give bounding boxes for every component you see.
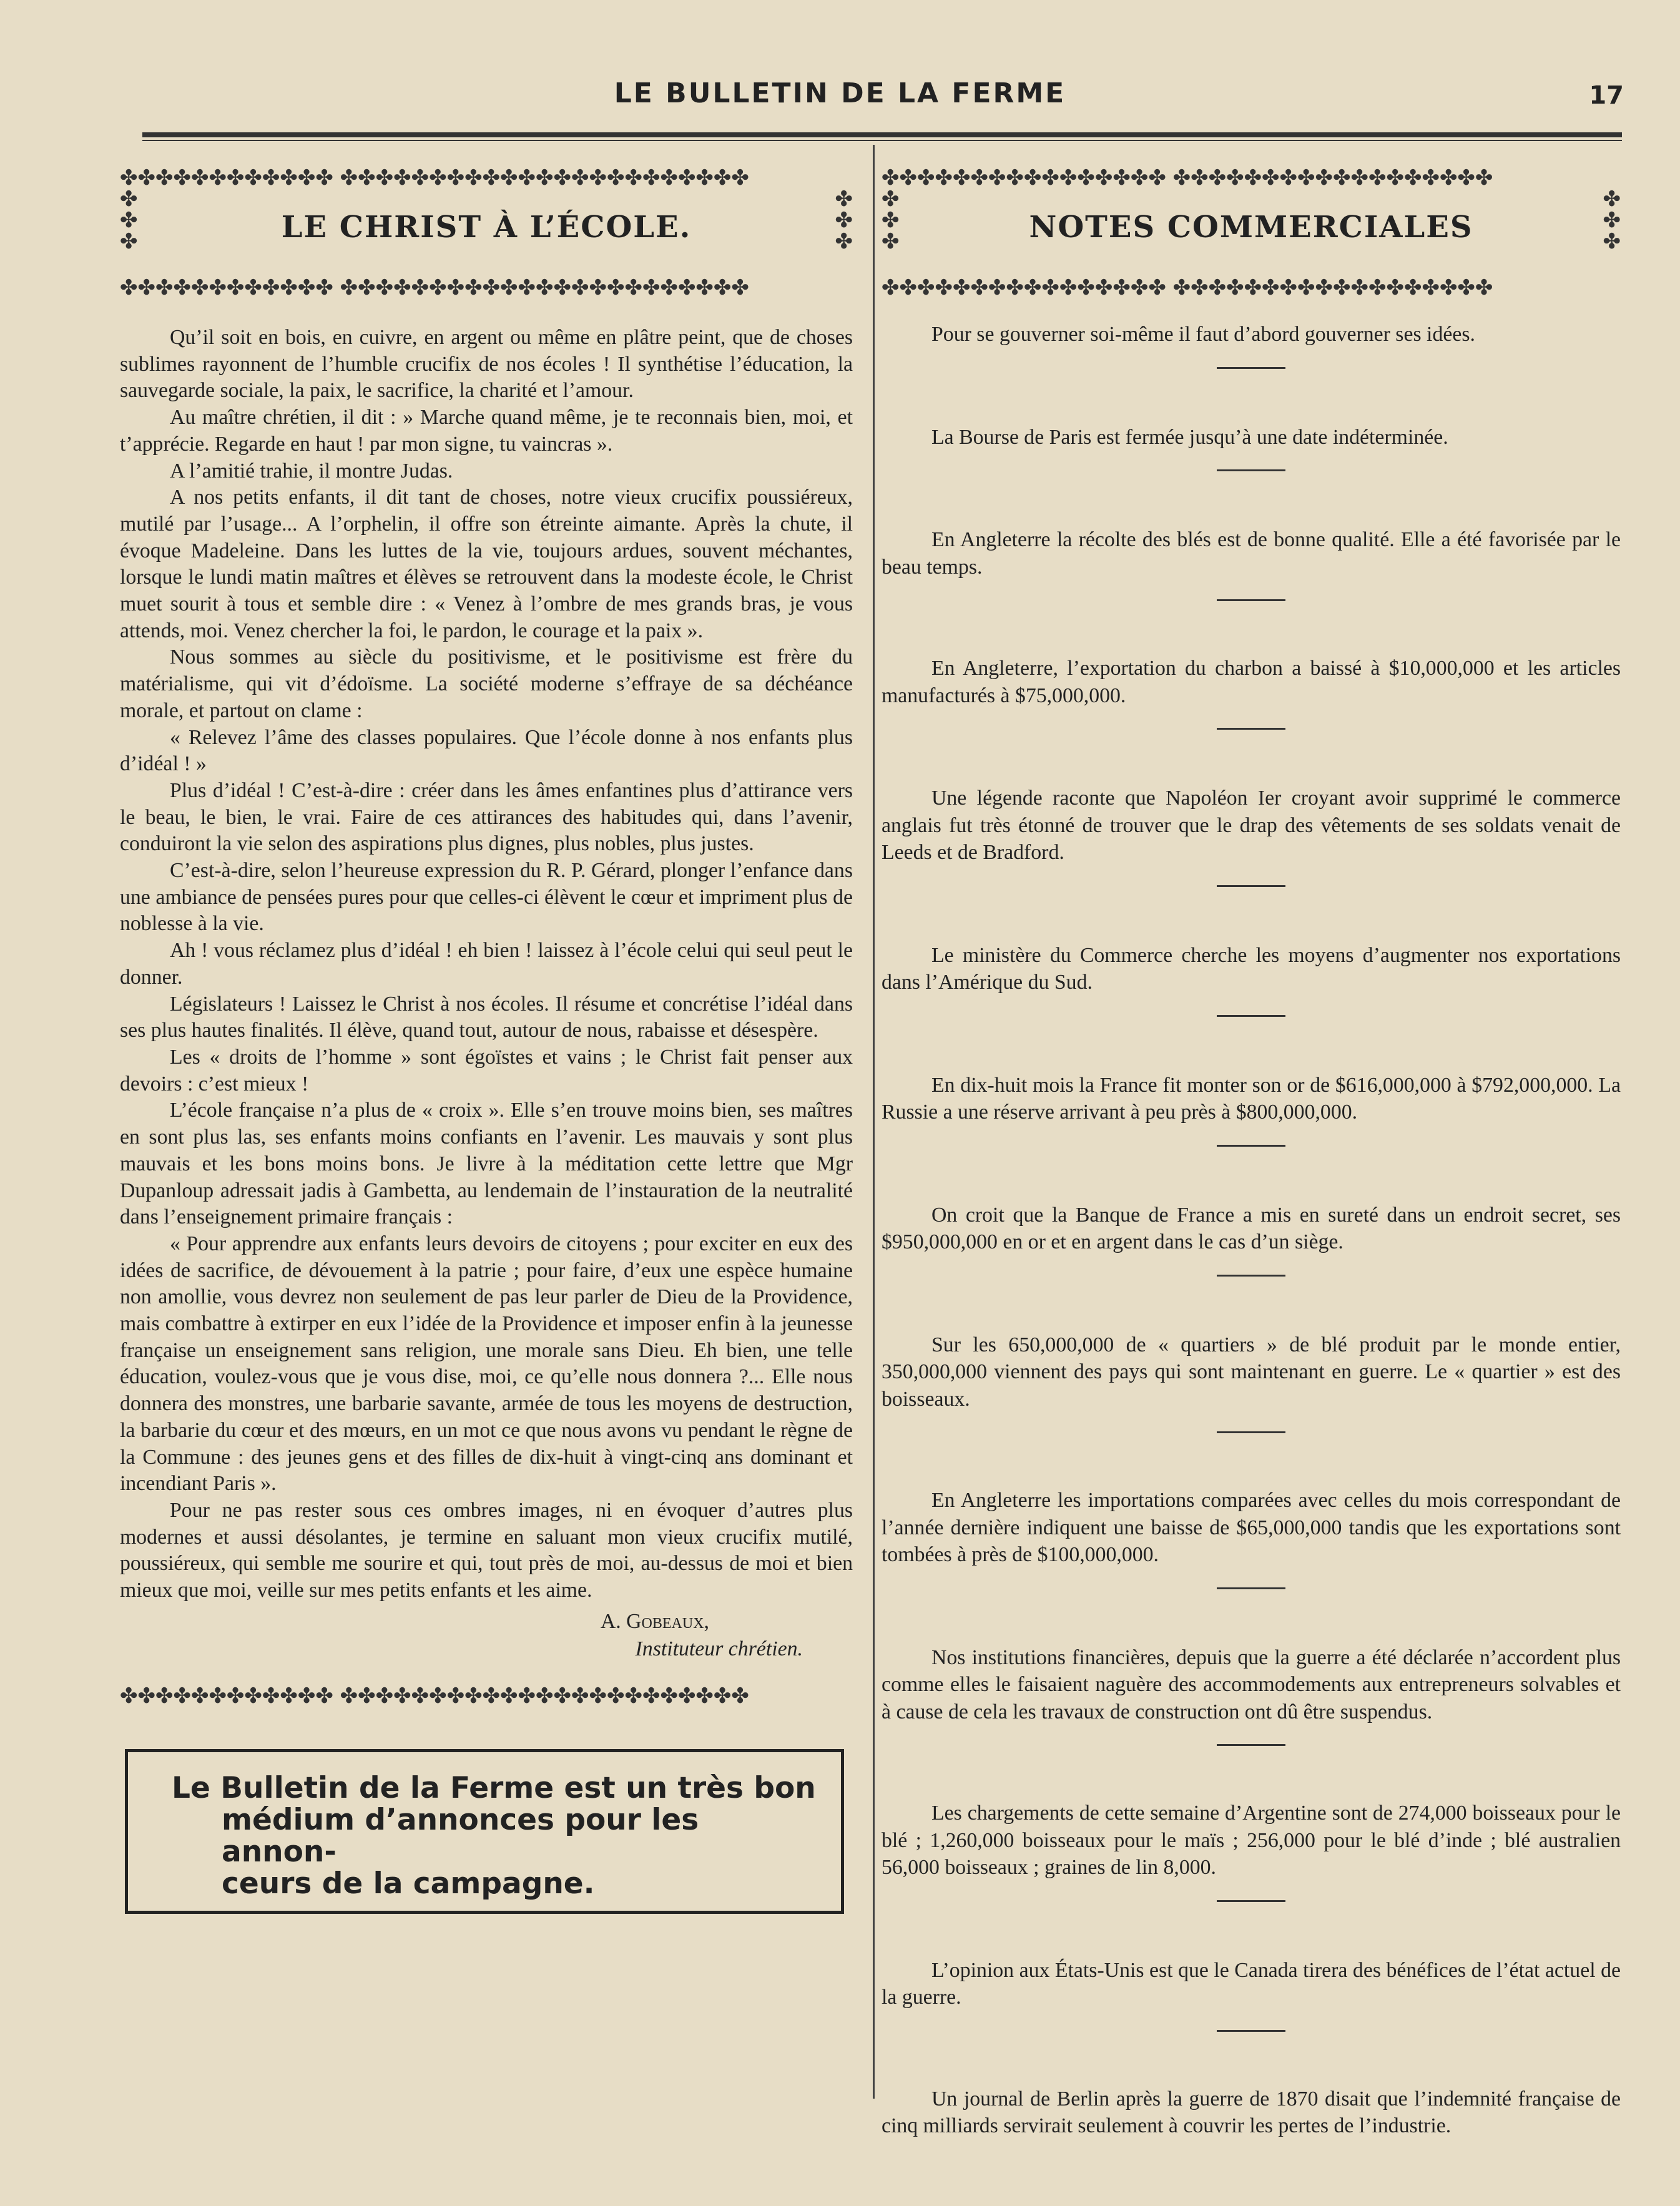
notes-list xyxy=(882,321,1621,2140)
header-rule-thin xyxy=(142,140,1622,141)
page-number: 17 xyxy=(1589,81,1624,110)
note-text: En Angleterre les importations comparées avec celles du mois correspondant de l’année dernière indiquent une baisse de $65,000,000 tandis que les exportations sont tombées à près de $100,000,000. xyxy=(882,1489,1621,1566)
paragraph: A l’amitié trahie, il montre Judas. xyxy=(170,459,453,483)
advertisement-box xyxy=(125,1749,844,1914)
paragraph: Qu’il soit en bois, en cuivre, en argent ou même en plâtre peint, que de choses sublimes rayonnent de l’humble crucifix de nos écoles ! Il synthétise l’éducation, la sauvegarde sociale, la paix, le sacrifice, la charité et l’amour. xyxy=(120,326,853,403)
paragraph: C’est-à-dire, selon l’heureuse expression du R. P. Gérard, plonger l’enfance dans une ambiance de pensées pures pour que celles-ci élèvent le cœur et impriment plus de noblesse à la vie. xyxy=(120,859,853,936)
ornament-row: ✤✤✤✤✤✤✤✤✤✤✤✤✤✤✤✤ ✤✤✤✤✤✤✤✤✤✤✤✤✤✤✤✤✤✤ xyxy=(882,277,1493,298)
separator-rule xyxy=(1217,2030,1285,2032)
note-text: En Angleterre la récolte des blés est de bonne qualité. Elle a été favorisée par le beau temps. xyxy=(882,528,1621,579)
note-item xyxy=(882,1331,1621,1413)
note-item xyxy=(882,2086,1621,2140)
paragraph: Pour ne pas rester sous ces ombres images, ni en évoquer d’autres plus modernes et aussi désolantes, je termine en saluant mon vieux crucifix mutilé, poussiéreux, qui semble me sourire et qui, tout près de moi, au-dessus de moi et bien mieux que moi, veille sur mes petits enfants et les aime. xyxy=(120,1498,853,1602)
right-title-frame xyxy=(882,167,1621,298)
paragraph: L’école française n’a plus de « croix ». Elle s’en trouve moins bien, ses maîtres en sont plus las, ses enfants moins confiants en l’avenir. Les mauvais y sont plus mauvais et les bons moins bons. Je livre à la méditation cette lettre que Mgr Dupanloup adressait jadis à Gambetta, au lendemain de l’instauration de la neutralité dans l’enseignement primaire français : xyxy=(120,1099,853,1229)
separator-rule xyxy=(1217,1900,1285,1902)
article-body xyxy=(120,325,853,1604)
separator-rule xyxy=(1217,599,1285,601)
note-text: Le ministère du Commerce cherche les moyens d’augmenter nos exportations dans l’Amérique du Sud. xyxy=(882,943,1621,994)
note-text: Nos institutions financières, depuis que la guerre a été déclarée n’accordent plus comme elles le faisaient naguère des accommodements aux entrepreneurs solvables et à cause de cela les travaux de construction ont dû être suspendus. xyxy=(882,1645,1621,1723)
signature xyxy=(120,1608,853,1663)
separator-rule xyxy=(1217,469,1285,471)
left-title-frame xyxy=(120,167,853,298)
ad-line: Le Bulletin de la Ferme est un très bon xyxy=(172,1770,816,1805)
paragraph: Législateurs ! Laissez le Christ à nos écoles. Il résume et concrétise l’idéal dans ses plus hautes finalités. Il élève, quand tout, autour de nous, rabaisse et désespère. xyxy=(120,992,853,1042)
note-text: Les chargements de cette semaine d’Argentine sont de 274,000 boisseaux pour le blé ; 1,260,000 boisseaux pour le maïs ; 256,000 pour le blé d’inde ; blé australien 56,000 boisseaux ; graines de lin 8,000. xyxy=(882,1802,1621,1879)
note-text: L’opinion aux États-Unis est que le Canada tirera des bénéfices de l’état actuel de la guerre. xyxy=(882,1958,1621,2009)
note-text: Un journal de Berlin après la guerre de 1870 disait que l’indemnité française de cinq milliards servirait seulement à couvrir les pertes de l’industrie. xyxy=(882,2087,1621,2137)
note-text: On croit que la Banque de France a mis en sureté dans un endroit secret, ses $950,000,000 en or et en argent dans le cas d’un siège. xyxy=(882,1203,1621,1253)
paragraph: « Pour apprendre aux enfants leurs devoirs de citoyens ; pour exciter en eux des idées de sacrifice, de dévouement à la patrie ; pour faire, d’eux une espèce humaine non amollie, vous devrez non seulement de pas leur parler de Dieu de la Providence, mais combattre à extirper en eux l’idée de la Providence et imposer enfin à la jeunesse française un enseignement sans religion, une morale sans Dieu. Eh bien, une telle éducation, voulez-vous que je vous dise, moi, ce qu’elle nous donnera ?... Elle nous donnera des monstres, une barbarie savante, armée de tous les moyens de destruction, la barbarie du cœur et des mœurs, en un mot ce que nous avons vu pendant le règne de la Commune : des jeunes gens et des filles de dix-huit à vingt-cinq ans dominant et incendiant Paris ». xyxy=(120,1232,853,1496)
paragraph: Plus d’idéal ! C’est-à-dire : créer dans les âmes enfantines plus d’attirance vers le beau, le bien, le vrai. Faire de ces attirances des habitudes qui, dans l’avenir, conduiront la vie selon des aspirations plus dignes, plus nobles, plus justes. xyxy=(120,778,853,856)
note-text: Pour se gouverner soi-même il faut d’abord gouverner ses idées. xyxy=(931,323,1475,346)
note-item xyxy=(882,1072,1621,1126)
note-item xyxy=(882,785,1621,866)
note-text: La Bourse de Paris est fermée jusqu’à une date indéterminée. xyxy=(931,425,1448,449)
note-text: Une légende raconte que Napoléon Ier croyant avoir supprimé le commerce anglais fut très étonné de trouver que le drap des vêtements de ses soldats venait de Leeds et de Bradford. xyxy=(882,787,1621,864)
separator-rule xyxy=(1217,1744,1285,1746)
note-item xyxy=(882,1202,1621,1256)
paragraph: Les « droits de l’homme » sont égoïstes et vains ; le Christ fait penser aux devoirs : c’est mieux ! xyxy=(120,1045,853,1096)
paragraph: Au maître chrétien, il dit : » Marche quand même, je te reconnais bien, moi, et t’apprécie. Regarde en haut ! par mon signe, tu vaincras ». xyxy=(120,406,853,456)
header-rule xyxy=(142,132,1622,137)
separator-rule xyxy=(1217,1431,1285,1433)
page-header-title: LE BULLETIN DE LA FERME xyxy=(614,77,1066,109)
ornament-row: ✤✤✤✤✤✤✤✤✤✤✤✤ ✤✤✤✤✤✤✤✤✤✤✤✤✤✤✤✤✤✤✤✤✤✤✤ xyxy=(120,277,749,298)
note-item xyxy=(882,942,1621,996)
column-divider xyxy=(873,145,875,2099)
note-text: En dix-huit mois la France fit monter son or de $616,000,000 à $792,000,000. La Russie a une réserve arrivant à peu près à $800,000,000. xyxy=(882,1073,1621,1124)
ornament-row: ✤✤✤✤✤✤✤✤✤✤✤✤✤✤✤✤ ✤✤✤✤✤✤✤✤✤✤✤✤✤✤✤✤✤✤ xyxy=(882,167,1493,189)
note-item xyxy=(882,1644,1621,1726)
ornament-row: ✤✤✤✤✤✤✤✤✤✤✤✤ ✤✤✤✤✤✤✤✤✤✤✤✤✤✤✤✤✤✤✤✤✤✤✤ xyxy=(120,167,749,189)
note-item xyxy=(882,321,1621,348)
ornament-side: ✤ ✤ ✤ xyxy=(835,189,853,254)
paragraph: « Relevez l’âme des classes populaires. Que l’école donne à nos enfants plus d’idéal ! » xyxy=(120,725,853,776)
left-column xyxy=(120,167,853,1914)
separator-rule xyxy=(1217,885,1285,887)
paragraph: Ah ! vous réclamez plus d’idéal ! eh bien ! laissez à l’école celui qui seul peut le donner. xyxy=(120,939,853,989)
note-item xyxy=(882,655,1621,709)
separator-rule xyxy=(1217,1015,1285,1017)
separator-rule xyxy=(1217,1145,1285,1147)
note-item xyxy=(882,526,1621,581)
ornament-side: ✤ ✤ ✤ xyxy=(1603,189,1621,254)
separator-rule xyxy=(1217,1275,1285,1277)
separator-rule xyxy=(1217,367,1285,369)
separator-rule xyxy=(1217,728,1285,730)
ad-line: médium d’annonces pour les annon- xyxy=(222,1802,699,1869)
ornament-side: ✤ ✤ ✤ xyxy=(882,189,900,254)
note-text: En Angleterre, l’exportation du charbon a baissé à $10,000,000 et les articles manufacturés à $75,000,000. xyxy=(882,657,1621,707)
note-item xyxy=(882,1800,1621,1881)
ad-line: ceurs de la campagne. xyxy=(222,1866,595,1901)
paragraph: A nos petits enfants, il dit tant de choses, notre vieux crucifix poussiéreux, mutilé par l’usage... A l’orphelin, il offre son étreinte aimante. Après la chute, il évoque Madeleine. Dans les luttes de la vie, toujours ardues, souvent méchantes, lorsque le lundi matin maîtres et élèves se retrouvent dans la modeste école, le Christ muet sourit à tous et semble dire : « Venez à l’ombre de mes grands bras, je vous attends, moi. Venez chercher la foi, le pardon, le courage et la paix ». xyxy=(120,486,853,642)
paragraph: Nous sommes au siècle du positivisme, et le positivisme est frère du matérialisme, qui vit d’édoïsme. La société moderne s’effraye de sa déchéance morale, et partout on clame : xyxy=(120,645,853,722)
separator-rule xyxy=(1217,1587,1285,1589)
article-title: NOTES COMMERCIALES xyxy=(1029,210,1473,245)
signature-role: Instituteur chrétien. xyxy=(635,1637,803,1660)
ornament-side: ✤ ✤ ✤ xyxy=(120,189,138,254)
note-text: Sur les 650,000,000 de « quartiers » de blé produit par le monde entier, 350,000,000 viennent des pays qui sont maintenant en guerre. Le « quartier » est des boisseaux. xyxy=(882,1333,1621,1411)
ornament-row: ✤✤✤✤✤✤✤✤✤✤✤✤ ✤✤✤✤✤✤✤✤✤✤✤✤✤✤✤✤✤✤✤✤✤✤✤ xyxy=(120,1685,749,1707)
note-item xyxy=(882,1487,1621,1569)
article-title: LE CHRIST À L’ÉCOLE. xyxy=(281,210,692,245)
right-column xyxy=(882,167,1621,2140)
signature-name: A. Gobeaux, xyxy=(600,1609,709,1633)
note-item xyxy=(882,1957,1621,2011)
note-item xyxy=(882,424,1621,451)
